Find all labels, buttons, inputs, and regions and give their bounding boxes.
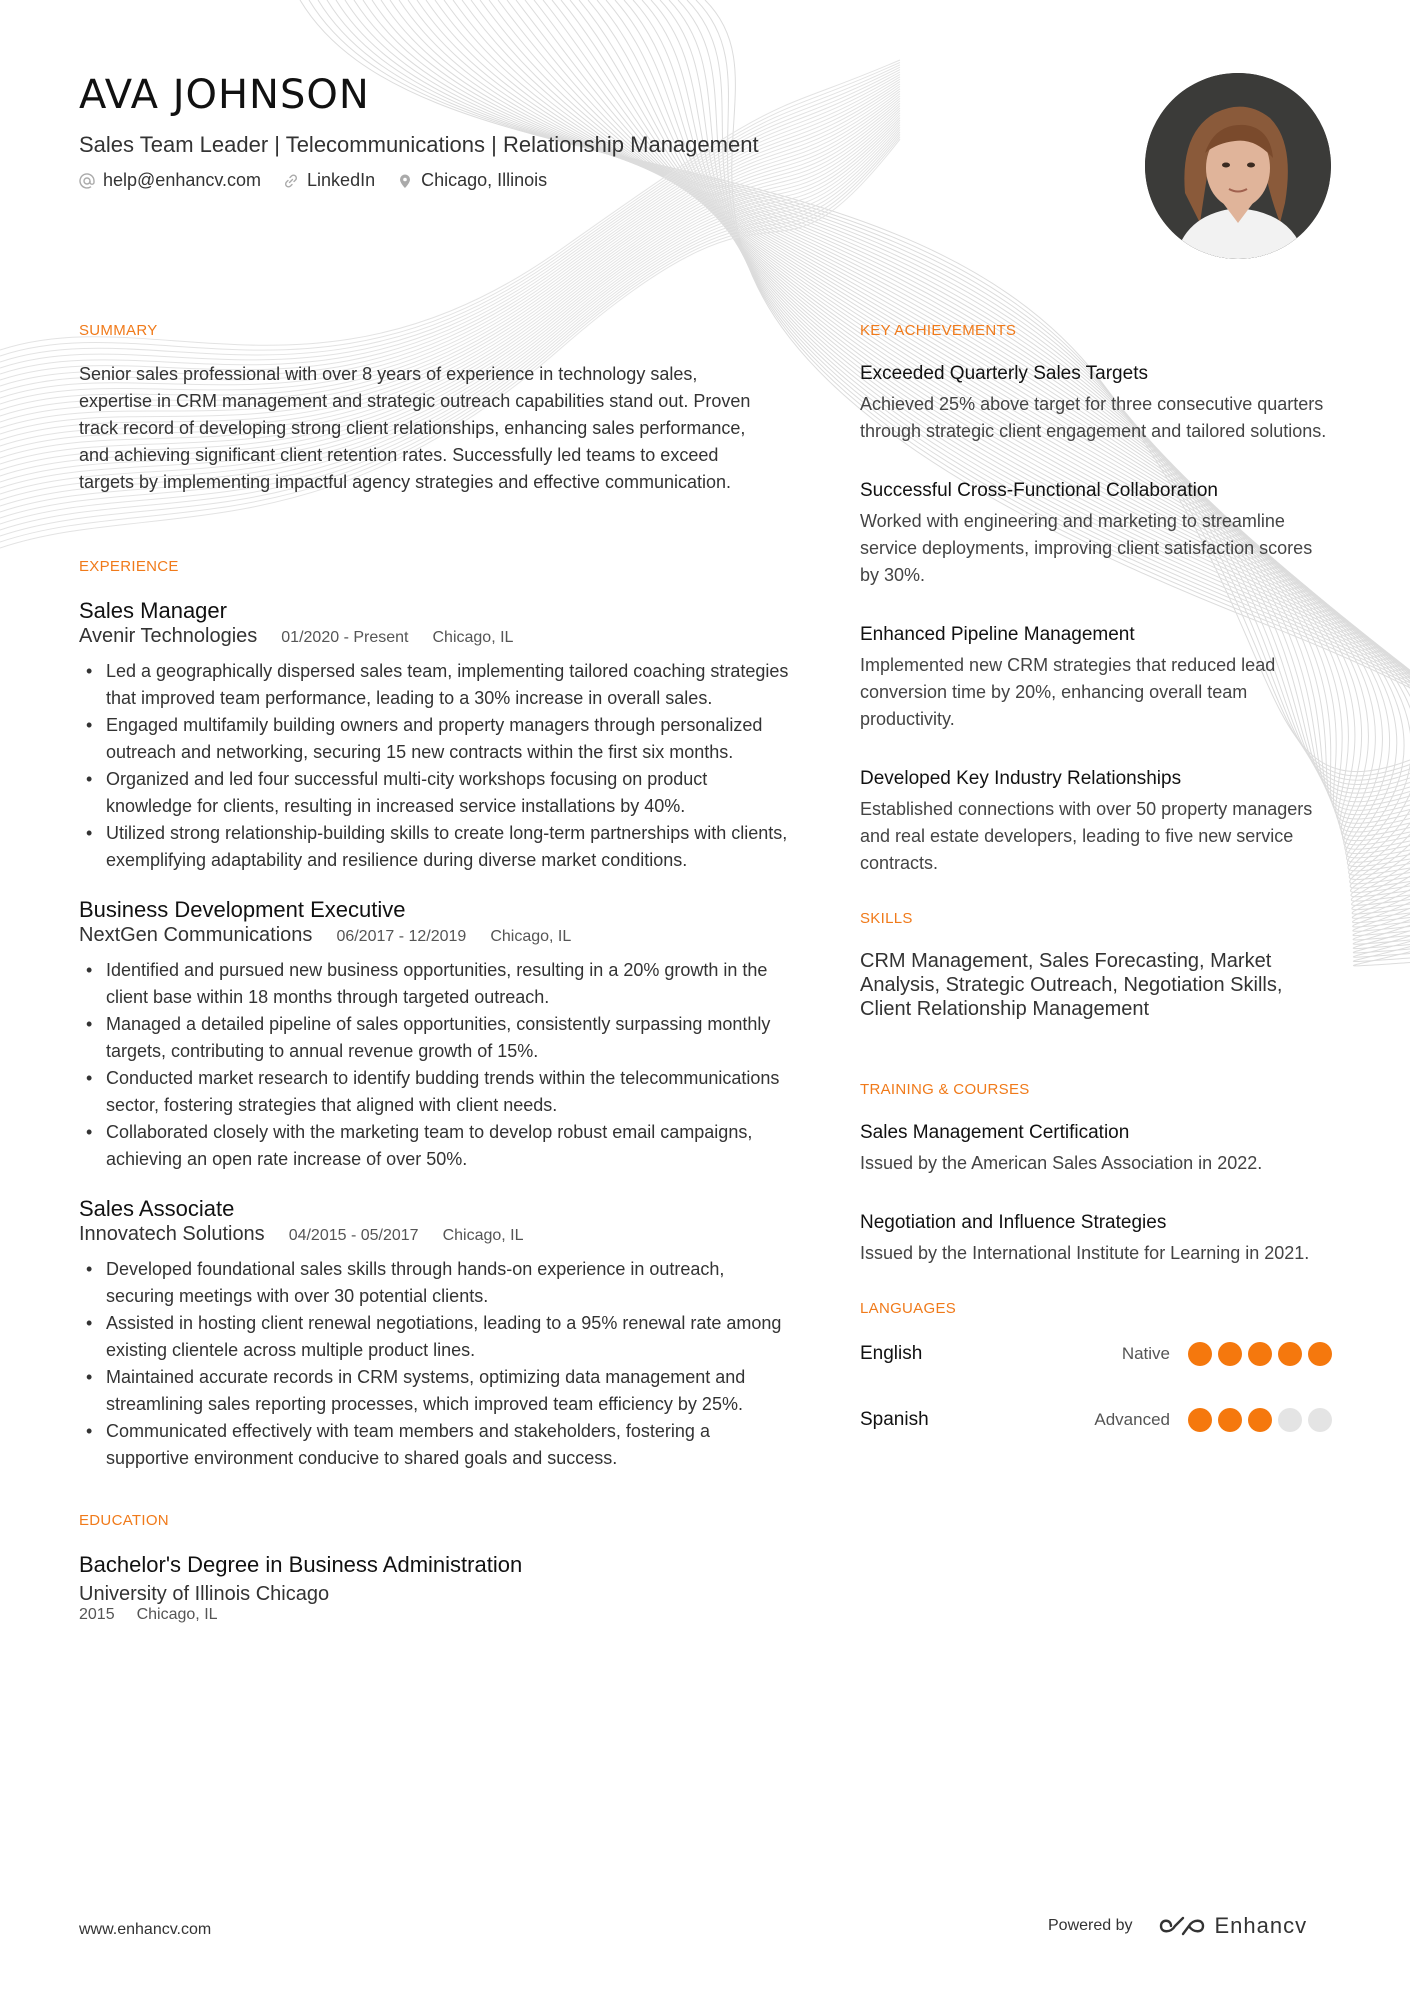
section-title-languages: LANGUAGES: [860, 1300, 957, 1317]
footer-branding: [1048, 1913, 1307, 1939]
candidate-headline: Sales Team Leader | Telecommunications | Relationship Management: [79, 132, 759, 157]
portrait-illustration: [1145, 73, 1331, 259]
training-title: Negotiation and Influence Strategies: [860, 1212, 1167, 1233]
achievement-desc: Implemented new CRM strategies that reduced lead conversion time by 20%, enhancing overall team productivity.: [860, 655, 1276, 729]
training-item: [860, 1120, 1332, 1177]
experience-section: [79, 558, 791, 1472]
education-location: Chicago, IL: [136, 1606, 218, 1623]
achievement-title: Successful Cross-Functional Collaboration: [860, 480, 1218, 501]
job-title: Sales Associate: [79, 1196, 235, 1221]
language-level: Advanced: [1094, 1410, 1170, 1429]
achievement-item: [860, 766, 1332, 877]
job-bullet: • Assisted in hosting client renewal negotiations, leading to a 95% renewal rate among existing clientele across multiple product lines.: [79, 1310, 791, 1364]
achievement-title: Developed Key Industry Relationships: [860, 768, 1182, 789]
achievement-title: Exceeded Quarterly Sales Targets: [860, 363, 1148, 384]
education-meta: [79, 1606, 791, 1624]
contact-location: [397, 170, 547, 191]
job-bullet: • Utilized strong relationship-building skills to create long-term partnerships with clients, exemplifying adaptability and resilience during diverse market conditions.: [79, 820, 791, 874]
job-bullets: [79, 658, 791, 874]
link-icon: [283, 173, 299, 189]
achievements-section: [860, 322, 1332, 877]
company-name: Innovatech Solutions: [79, 1223, 265, 1245]
job-bullet: • Identified and pursued new business opportunities, resulting in a 20% growth in the client base within 18 months through targeted outreach.: [79, 957, 791, 1011]
languages-section: [860, 1300, 1332, 1435]
rating-dot-filled: [1308, 1342, 1332, 1366]
left-column: [79, 322, 791, 1634]
job-entry: [79, 1195, 791, 1472]
job-dates: 06/2017 - 12/2019: [336, 928, 467, 945]
job-dates: 01/2020 - Present: [281, 629, 409, 646]
section-title-training: TRAINING & COURSES: [860, 1081, 1030, 1098]
section-title-experience: EXPERIENCE: [79, 558, 179, 575]
job-meta: [79, 924, 791, 947]
job-bullet: • Developed foundational sales skills through hands-on experience in outreach, securing meetings with over 30 potential clients.: [79, 1256, 791, 1310]
rating-dot-empty: [1308, 1408, 1332, 1432]
language-row: [860, 1405, 1332, 1435]
rating-dot-filled: [1218, 1342, 1242, 1366]
education-year: 2015: [79, 1606, 115, 1623]
contact-bar: [79, 170, 547, 191]
job-meta: [79, 625, 791, 648]
job-title: Sales Manager: [79, 598, 227, 623]
job-bullet: • Maintained accurate records in CRM systems, optimizing data management and streamlining sales reporting processes, which improved team efficiency by 25%.: [79, 1364, 791, 1418]
achievement-item: [860, 361, 1332, 445]
language-rating: [1188, 1408, 1332, 1432]
job-bullet: • Communicated effectively with team members and stakeholders, fostering a supportive environment conducive to shared goals and success.: [79, 1418, 791, 1472]
linkedin-text: LinkedIn: [307, 170, 376, 190]
right-column: [860, 322, 1332, 1471]
achievement-item: [860, 622, 1332, 733]
rating-dot-empty: [1278, 1408, 1302, 1432]
language-name: English: [860, 1343, 923, 1364]
job-bullets: [79, 957, 791, 1173]
rating-dot-filled: [1278, 1342, 1302, 1366]
company-name: NextGen Communications: [79, 924, 313, 946]
training-item: [860, 1210, 1332, 1267]
brand-name: Enhancv: [1214, 1913, 1308, 1938]
contact-email[interactable]: [79, 170, 261, 191]
job-entry: [79, 597, 791, 874]
skills-section: [860, 910, 1332, 1021]
job-bullet: • Engaged multifamily building owners and property managers through personalized outreach and networking, securing 15 new contracts within the first six months.: [79, 712, 791, 766]
job-meta: [79, 1223, 791, 1246]
job-bullet: • Organized and led four successful multi-city workshops focusing on product knowledge for clients, resulting in increased service installations by 40%.: [79, 766, 791, 820]
email-text: help@enhancv.com: [103, 170, 262, 190]
job-bullets: [79, 1256, 791, 1472]
contact-linkedin[interactable]: [283, 170, 375, 191]
enhancv-logo-icon: [1159, 1914, 1205, 1938]
section-title-summary: SUMMARY: [79, 322, 158, 339]
school-name: University of Illinois Chicago: [79, 1583, 330, 1605]
achievement-desc: Worked with engineering and marketing to streamline service deployments, improving client satisfaction scores by 30%.: [860, 511, 1313, 585]
skills-text: CRM Management, Sales Forecasting, Market Analysis, Strategic Outreach, Negotiation Skills, Client Relationship Management: [860, 950, 1283, 1020]
enhancv-logo[interactable]: [1159, 1913, 1308, 1939]
training-desc: Issued by the American Sales Association in 2022.: [860, 1153, 1263, 1173]
language-name: Spanish: [860, 1409, 929, 1430]
location-text: Chicago, Illinois: [421, 170, 548, 190]
at-icon: [79, 173, 95, 189]
training-title: Sales Management Certification: [860, 1122, 1130, 1143]
powered-by-text: Powered by: [1048, 1917, 1133, 1934]
job-location: Chicago, IL: [442, 1227, 524, 1244]
job-bullet: • Led a geographically dispersed sales team, implementing tailored coaching strategies that improved team performance, leading to a 30% increase in overall sales.: [79, 658, 791, 712]
footer-website[interactable]: www.enhancv.com: [79, 1921, 212, 1938]
job-bullet: • Managed a detailed pipeline of sales opportunities, consistently surpassing monthly targets, contributing to annual revenue growth of 15%.: [79, 1011, 791, 1065]
section-title-education: EDUCATION: [79, 1512, 169, 1529]
training-desc: Issued by the International Institute for Learning in 2021.: [860, 1243, 1310, 1263]
language-row: [860, 1339, 1332, 1369]
candidate-name: AVA JOHNSON: [79, 72, 370, 118]
job-bullet: • Collaborated closely with the marketing team to develop robust email campaigns, achieving an open rate increase of over 50%.: [79, 1119, 791, 1173]
summary-section: [79, 322, 791, 496]
summary-text: Senior sales professional with over 8 years of experience in technology sales, expertise in CRM management and strategic outreach capabilities stand out. Proven track record of developing strong client relationships, enhancing sales performance, and achieving significant client retention rates. Successfully led teams to exceed targets by implementing impactful agency strategies and effective communication.: [79, 364, 751, 492]
rating-dot-filled: [1248, 1408, 1272, 1432]
job-title: Business Development Executive: [79, 897, 406, 922]
job-location: Chicago, IL: [432, 629, 514, 646]
training-section: [860, 1081, 1332, 1267]
achievement-title: Enhanced Pipeline Management: [860, 624, 1135, 645]
degree-title: Bachelor's Degree in Business Administration: [79, 1552, 523, 1577]
achievement-item: [860, 478, 1332, 589]
rating-dot-filled: [1188, 1342, 1212, 1366]
rating-dot-filled: [1248, 1342, 1272, 1366]
job-dates: 04/2015 - 05/2017: [288, 1227, 419, 1244]
job-bullet: • Conducted market research to identify budding trends within the telecommunications sector, fostering strategies that aligned with client needs.: [79, 1065, 791, 1119]
rating-dot-filled: [1188, 1408, 1212, 1432]
language-level: Native: [1121, 1344, 1170, 1363]
language-rating: [1188, 1342, 1332, 1366]
profile-photo: [1145, 73, 1331, 259]
rating-dot-filled: [1218, 1408, 1242, 1432]
achievement-desc: Achieved 25% above target for three consecutive quarters through strategic client engagement and tailored solutions.: [860, 394, 1327, 441]
education-section: [79, 1512, 791, 1624]
job-location: Chicago, IL: [490, 928, 572, 945]
job-entry: [79, 896, 791, 1173]
achievement-desc: Established connections with over 50 property managers and real estate developers, leading to five new service contracts.: [860, 799, 1313, 873]
company-name: Avenir Technologies: [79, 625, 258, 647]
section-title-skills: SKILLS: [860, 910, 913, 927]
section-title-achievements: KEY ACHIEVEMENTS: [860, 322, 1017, 339]
location-pin-icon: [397, 173, 413, 189]
